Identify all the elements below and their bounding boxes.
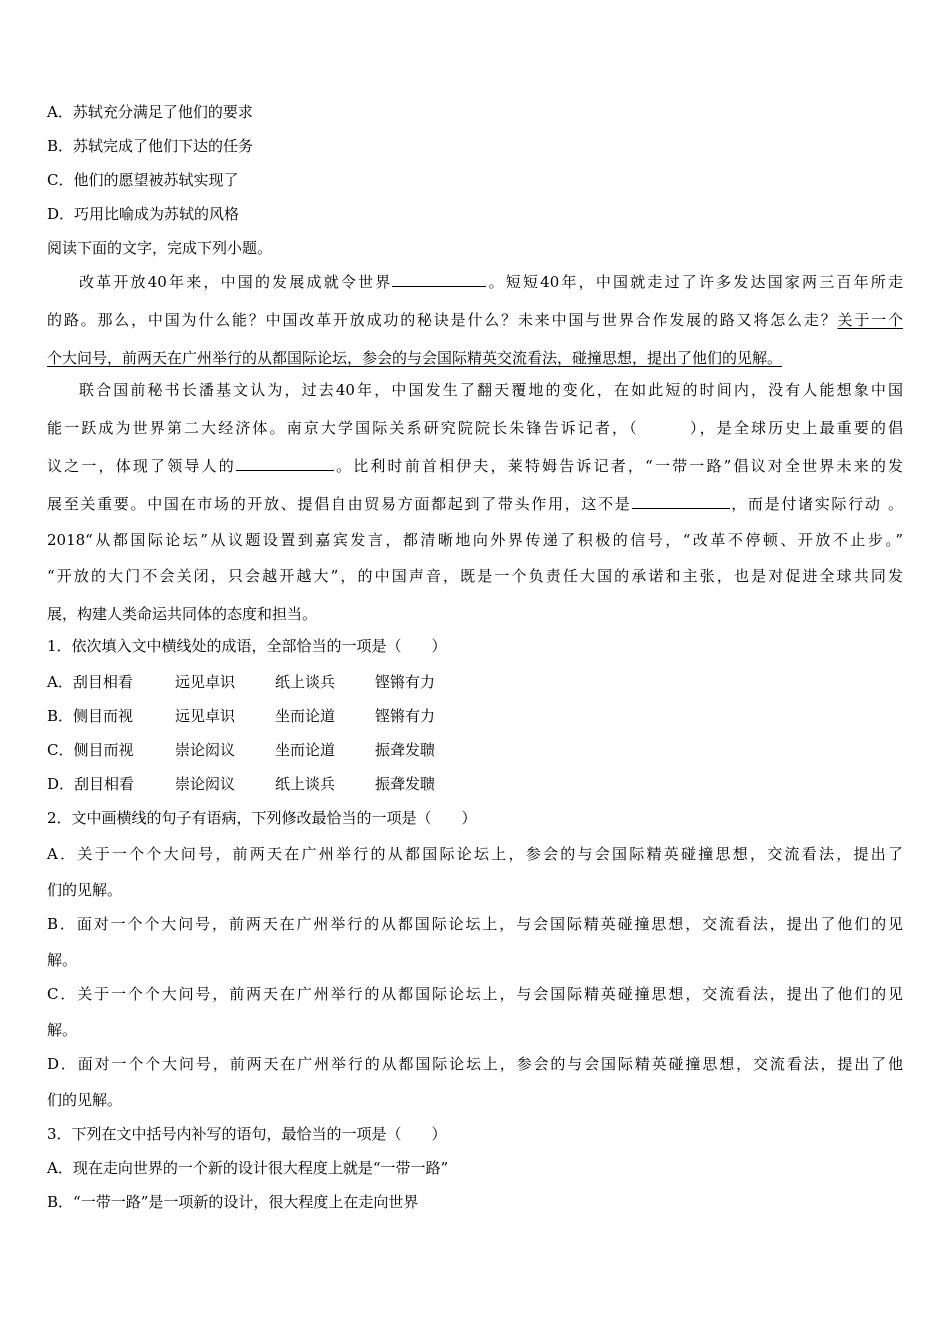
prev-option-c: C．他们的愿望被苏轼实现了 xyxy=(47,171,239,189)
option-word: A．刮目相看 xyxy=(47,673,133,691)
fill-blank-2 xyxy=(236,456,334,471)
prev-option-d: D．巧用比喻成为苏轼的风格 xyxy=(47,205,240,223)
passage-p2-line3 xyxy=(47,456,903,476)
q2-option-b-line2: 解。 xyxy=(47,951,78,969)
passage-text: 展至关重要。中国在市场的开放、提倡自由贸易方面都起到了带头作用，这不是 xyxy=(47,495,632,513)
reading-instruction: 阅读下面的文字，完成下列小题。 xyxy=(47,239,273,257)
q2-option-d-line2: 们的见解。 xyxy=(47,1091,123,1109)
option-word: C．侧目而视 xyxy=(47,741,134,759)
q3-option-a: A．现在走向世界的一个新的设计很大程度上就是“一带一路” xyxy=(47,1159,449,1177)
q1-option-b xyxy=(47,706,903,726)
option-word: 坐而论道 xyxy=(275,741,336,759)
q2-stem: 2．文中画横线的句子有语病，下列修改最恰当的一项是（ ） xyxy=(47,809,477,827)
passage-p1-line3 xyxy=(47,348,903,368)
q2-option-a-line1: A．关于一个个大问号，前两天在广州举行的从都国际论坛上，参会的与会国际精英碰撞思想，交流看法，提出了 xyxy=(47,845,903,863)
q1-option-c xyxy=(47,740,903,760)
passage-text: 的路。那么，中国为什么能？中国改革开放成功的秘诀是什么？未来中国与世界合作发展的路又将怎么走？ xyxy=(47,311,838,329)
passage-p1-line2 xyxy=(47,310,903,330)
passage-p2-line7: 展，构建人类命运共同体的态度和担当。 xyxy=(47,605,318,623)
passage-p2-line4 xyxy=(47,494,903,514)
q2-option-a-line2: 们的见解。 xyxy=(47,881,123,899)
passage-text: 议之一，体现了领导人的 xyxy=(47,457,236,475)
fill-blank-1 xyxy=(392,272,486,287)
option-word: 远见卓识 xyxy=(175,673,236,691)
passage-text: 改革开放40年来，中国的发展成就令世界 xyxy=(79,273,393,291)
option-word: 坐而论道 xyxy=(275,707,336,725)
passage-text: ，而是付诸实际行动 。 xyxy=(729,495,903,513)
option-word: 崇论闳议 xyxy=(175,775,236,793)
option-word: 纸上谈兵 xyxy=(275,775,336,793)
underlined-sentence: 关于一个 xyxy=(837,311,903,329)
q1-option-a xyxy=(47,672,903,692)
q2-option-c-line1: C．关于一个个大问号，前两天在广州举行的从都国际论坛上，与会国际精英碰撞思想，交流看法，提出了他们的见 xyxy=(47,985,903,1003)
prev-option-b: B．苏轼完成了他们下达的任务 xyxy=(47,137,254,155)
option-word: D．刮目相看 xyxy=(47,775,135,793)
q2-option-b-line1: B．面对一个个大问号，前两天在广州举行的从都国际论坛上，与会国际精英碰撞思想，交流看法，提出了他们的见 xyxy=(47,915,903,933)
passage-text: 。比利时前首相伊夫，莱特姆告诉记者，“一带一路”倡议对全世界未来的发 xyxy=(333,457,903,475)
q1-option-d xyxy=(47,774,903,794)
passage-p2-line5: 2018“从都国际论坛”从议题设置到嘉宾发言，都清晰地向外界传递了积极的信号，“改革不停顿、开放不止步。” xyxy=(47,531,903,549)
q1-stem: 1．依次填入文中横线处的成语，全部恰当的一项是（ ） xyxy=(47,637,447,655)
option-word: 振聋发聩 xyxy=(375,741,436,759)
q2-option-d-line1: D．面对一个个大问号，前两天在广州举行的从都国际论坛上，参会的与会国际精英碰撞思想，交流看法，提出了他 xyxy=(47,1055,903,1073)
fill-blank-3 xyxy=(632,494,730,509)
passage-p2-line2: 能一跃成为世界第二大经济体。南京大学国际关系研究院院长朱锋告诉记者，（ ），是全球历史上最重要的倡 xyxy=(47,419,903,437)
q3-option-b: B．“一带一路”是一项新的设计，很大程度上在走向世界 xyxy=(47,1193,419,1211)
q3-stem: 3．下列在文中括号内补写的语句，最恰当的一项是（ ） xyxy=(47,1125,447,1143)
underlined-sentence: 个大问号，前两天在广州举行的从都国际论坛，参会的与会国际精英交流看法，碰撞思想，提出了他们的见解。 xyxy=(47,349,783,367)
passage-p2-line6: “开放的大门不会关闭，只会越开越大”，的中国声音，既是一个负责任大国的承诺和主张，也是对促进全球共同发 xyxy=(47,567,903,585)
option-word: B．侧目而视 xyxy=(47,707,134,725)
option-word: 纸上谈兵 xyxy=(275,673,336,691)
passage-text: 。短短40年，中国就走过了许多发达国家两三百年所走 xyxy=(486,273,903,291)
q2-option-c-line2: 解。 xyxy=(47,1021,78,1039)
passage-p1-line1 xyxy=(79,272,903,292)
option-word: 铿锵有力 xyxy=(375,673,436,691)
passage-p2-line1: 联合国前秘书长潘基文认为，过去40年，中国发生了翻天覆地的变化，在如此短的时间内，没有人能想象中国 xyxy=(79,381,903,399)
option-word: 远见卓识 xyxy=(175,707,236,725)
option-word: 铿锵有力 xyxy=(375,707,436,725)
prev-option-a: A．苏轼充分满足了他们的要求 xyxy=(47,103,253,121)
option-word: 崇论闳议 xyxy=(175,741,236,759)
option-word: 振聋发聩 xyxy=(375,775,436,793)
